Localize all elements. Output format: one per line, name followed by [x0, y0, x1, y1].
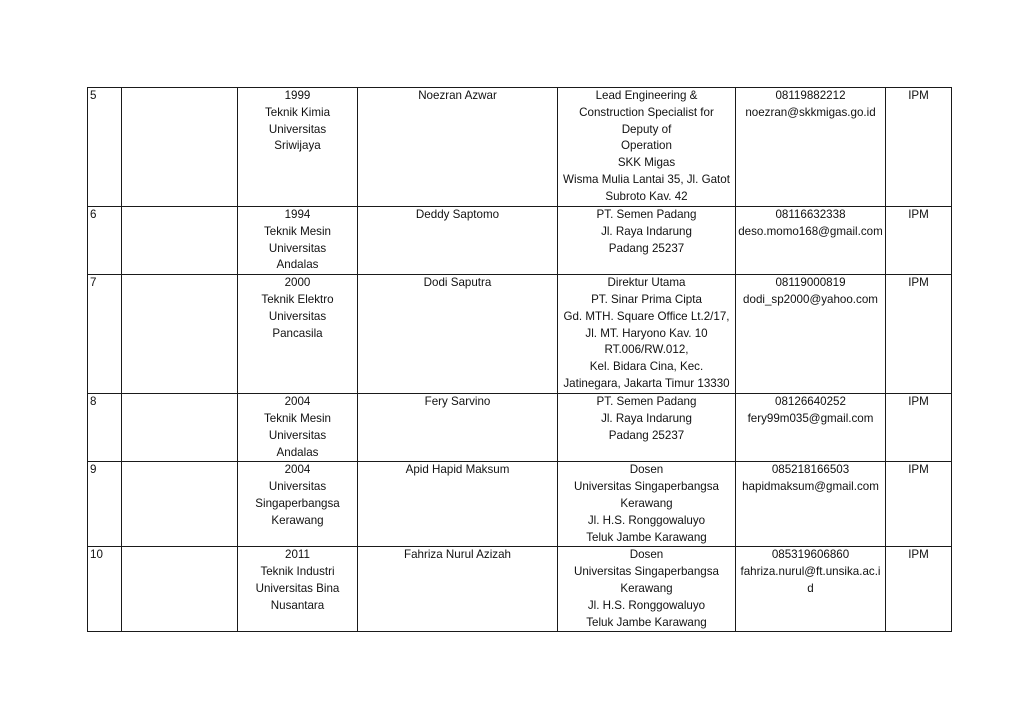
education-cell [238, 394, 358, 462]
organization-line: RT.006/RW.012, [604, 343, 689, 357]
row-number: 10 [88, 547, 122, 632]
education-cell [238, 275, 358, 394]
phone-number: 08116632338 [775, 208, 846, 221]
education-cell [238, 207, 358, 275]
organization-line: Jl. Raya Indarung [601, 411, 692, 425]
organization-line: Kerawang [620, 581, 673, 595]
email-address: noezran@skkmigas.go.id [745, 105, 876, 119]
email-address: fahriza.nurul@ft.unsika.ac.id [740, 565, 881, 595]
certification: IPM [886, 207, 952, 275]
graduation-year: 1999 [284, 89, 311, 102]
education-line: Sriwijaya [274, 139, 321, 153]
organization-line: Padang 25237 [608, 428, 685, 442]
organization-line: Dosen [629, 463, 664, 477]
education-line: Universitas [268, 122, 327, 136]
organization-line: Construction Specialist for [579, 105, 714, 119]
education-line: Pancasila [272, 326, 323, 340]
organization-line: Teluk Jambe Karawang [586, 530, 707, 544]
member-name: Noezran Azwar [358, 88, 558, 207]
organization-line: Jl. MT. Haryono Kav. 10 [585, 326, 708, 340]
organization-line: Operation [621, 139, 672, 153]
organization-line: Jl. H.S. Ronggowaluyo [587, 598, 706, 612]
education-line: Universitas [268, 309, 327, 323]
graduation-year: 2004 [284, 463, 311, 477]
organization-line: Subroto Kav. 42 [605, 189, 688, 203]
member-table [87, 87, 952, 632]
graduation-year: 2011 [285, 548, 310, 562]
education-cell [238, 88, 358, 207]
empty-cell [122, 462, 238, 547]
organization-line: Jl. H.S. Ronggowaluyo [587, 513, 706, 527]
email-address: hapidmaksum@gmail.com [742, 480, 879, 494]
phone-number: 08119882212 [775, 89, 846, 102]
education-line: Singaperbangsa [255, 496, 340, 510]
organization-line: Jatinegara, Jakarta Timur 13330 [563, 376, 730, 390]
table-row [88, 394, 952, 462]
graduation-year: 2000 [284, 276, 311, 290]
education-line: Universitas [268, 428, 327, 442]
certification: IPM [886, 275, 952, 394]
organization-line: Universitas Singaperbangsa [573, 480, 719, 494]
education-line: Teknik Elektro [261, 292, 334, 306]
certification: IPM [886, 547, 952, 632]
education-line: Teknik Mesin [263, 224, 331, 238]
row-number: 9 [88, 462, 122, 547]
organization-cell [558, 88, 736, 207]
member-name: Apid Hapid Maksum [358, 462, 558, 547]
education-line: Teknik Mesin [263, 411, 331, 425]
table-row [88, 207, 952, 275]
member-name: Fery Sarvino [358, 394, 558, 462]
education-cell [238, 462, 358, 547]
graduation-year: 2004 [284, 395, 311, 409]
organization-cell [558, 275, 736, 394]
organization-cell [558, 207, 736, 275]
education-line: Andalas [276, 445, 319, 459]
organization-line: Padang 25237 [608, 241, 685, 255]
empty-cell [122, 207, 238, 275]
table-row [88, 88, 952, 207]
education-line: Universitas Bina [255, 581, 340, 595]
organization-line: Direktur Utama [607, 276, 686, 290]
education-line: Teknik Kimia [264, 105, 331, 119]
organization-line: Lead Engineering & [595, 89, 698, 102]
phone-number: 085319606860 [771, 548, 850, 562]
phone-number: 085218166503 [771, 463, 850, 477]
table-row [88, 547, 952, 632]
organization-line: Universitas Singaperbangsa [573, 565, 719, 579]
organization-cell [558, 547, 736, 632]
organization-line: Jl. Raya Indarung [601, 224, 692, 238]
email-address: fery99m035@gmail.com [747, 411, 874, 425]
education-line: Nusantara [270, 598, 325, 612]
organization-line: PT. Sinar Prima Cipta [591, 292, 702, 306]
email-address: dodi_sp2000@yahoo.com [743, 292, 878, 306]
organization-cell [558, 394, 736, 462]
row-number: 7 [88, 275, 122, 394]
empty-cell [122, 547, 238, 632]
education-cell [238, 547, 358, 632]
table-row [88, 462, 952, 547]
contact-cell [736, 547, 886, 632]
graduation-year: 1994 [284, 208, 311, 221]
certification: IPM [886, 394, 952, 462]
contact-cell [736, 462, 886, 547]
contact-cell [736, 207, 886, 275]
organization-line: Teluk Jambe Karawang [586, 615, 707, 629]
member-name: Deddy Saptomo [358, 207, 558, 275]
phone-number: 08119000819 [775, 276, 846, 290]
organization-line: Wisma Mulia Lantai 35, Jl. Gatot [563, 172, 730, 186]
member-name: Dodi Saputra [358, 275, 558, 394]
education-line: Teknik Industri [260, 565, 335, 579]
row-number: 6 [88, 207, 122, 275]
organization-line: Kel. Bidara Cina, Kec. [589, 360, 704, 374]
certification: IPM [886, 462, 952, 547]
education-line: Andalas [276, 258, 319, 272]
empty-cell [122, 88, 238, 207]
contact-cell [736, 88, 886, 207]
education-line: Universitas [268, 480, 327, 494]
education-line: Universitas [268, 241, 327, 255]
organization-line: Dosen [629, 548, 664, 562]
contact-cell [736, 275, 886, 394]
organization-line: SKK Migas [617, 156, 676, 170]
organization-line: PT. Semen Padang [596, 208, 697, 221]
empty-cell [122, 275, 238, 394]
member-name: Fahriza Nurul Azizah [358, 547, 558, 632]
education-line: Kerawang [271, 513, 324, 527]
email-address: deso.momo168@gmail.com [738, 224, 883, 238]
organization-line: PT. Semen Padang [596, 395, 697, 409]
row-number: 5 [88, 88, 122, 207]
organization-cell [558, 462, 736, 547]
certification: IPM [886, 88, 952, 207]
table-row [88, 275, 952, 394]
row-number: 8 [88, 394, 122, 462]
organization-line: Kerawang [620, 496, 673, 510]
empty-cell [122, 394, 238, 462]
organization-line: Deputy of [621, 122, 672, 136]
phone-number: 08126640252 [775, 395, 846, 409]
contact-cell [736, 394, 886, 462]
organization-line: Gd. MTH. Square Office Lt.2/17, [563, 309, 730, 323]
